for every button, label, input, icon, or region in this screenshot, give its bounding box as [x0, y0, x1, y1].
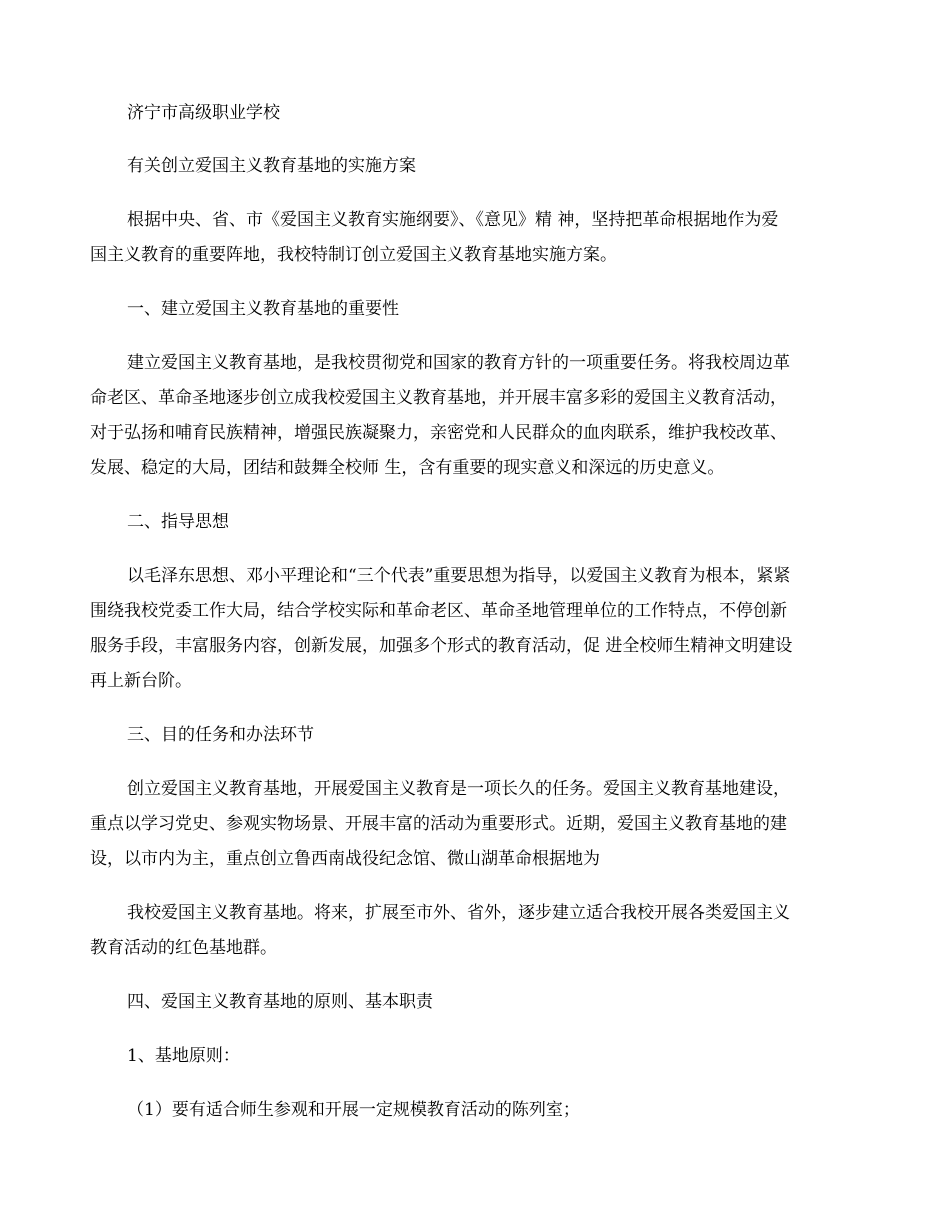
paragraph-line: 我校爱国主义教育基地。将来，扩展至市外、省外，逐步建立适合我校开展各类爱国主义 [127, 903, 790, 923]
paragraph-line: 服务手段，丰富服务内容，创新发展，加强多个形式的教育活动，促 进全校师生精神文明建设 [90, 636, 793, 656]
paragraph-line: 重点以学习党史、参观实物场景、开展丰富的活动为重要形式。近期，爱国主义教育基地的建 [90, 814, 787, 834]
paragraph-line: 建立爱国主义教育基地，是我校贯彻党和国家的教育方针的一项重要任务。将我校周边革 [127, 353, 790, 373]
section-heading-tasks: 三、目的任务和办法环节 [127, 725, 314, 745]
paragraph-line: 围绕我校党委工作大局，结合学校实际和革命老区、革命圣地管理单位的工作特点，不停创新 [90, 601, 787, 621]
paragraph-line: 再上新台阶。 [90, 671, 192, 691]
paragraph-line: 命老区、革命圣地逐步创立成我校爱国主义教育基地，并开展丰富多彩的爱国主义教育活动， [90, 388, 787, 408]
intro-line: 国主义教育的重要阵地，我校特制订创立爱国主义教育基地实施方案。 [90, 245, 617, 265]
section-heading-guiding-thought: 二、指导思想 [127, 512, 229, 532]
paragraph-line: 教育活动的红色基地群。 [90, 938, 277, 958]
section-heading-importance: 一、建立爱国主义教育基地的重要性 [127, 299, 399, 319]
paragraph-line: 对于弘扬和哺育民族精神，增强民族凝聚力，亲密党和人民群众的血肉联系，维护我校改革、 [90, 423, 787, 443]
list-item: （1）要有适合师生参观和开展一定规模教育活动的陈列室； [127, 1100, 580, 1120]
subheading-base-principles: 1、基地原则： [127, 1046, 240, 1066]
paragraph-line: 设，以市内为主，重点创立鲁西南战役纪念馆、微山湖革命根据地为 [90, 849, 600, 869]
document-title: 有关创立爱国主义教育基地的实施方案 [127, 156, 416, 176]
section-heading-principles: 四、爱国主义教育基地的原则、基本职责 [127, 992, 433, 1012]
intro-line: 根据中央、省、市《爱国主义教育实施纲要》、《意见》精 神，坚持把革命根据地作为爱 [127, 210, 779, 230]
paragraph-line: 发展、稳定的大局，团结和鼓舞全校师 生，含有重要的现实意义和深远的历史意义。 [90, 458, 725, 478]
paragraph-line: 以毛泽东思想、邓小平理论和“三个代表”重要思想为指导，以爱国主义教育为根本，紧紧 [127, 566, 791, 586]
paragraph-line: 创立爱国主义教育基地，开展爱国主义教育是一项长久的任务。爱国主义教育基地建设， [127, 779, 790, 799]
school-name: 济宁市高级职业学校 [127, 103, 280, 123]
